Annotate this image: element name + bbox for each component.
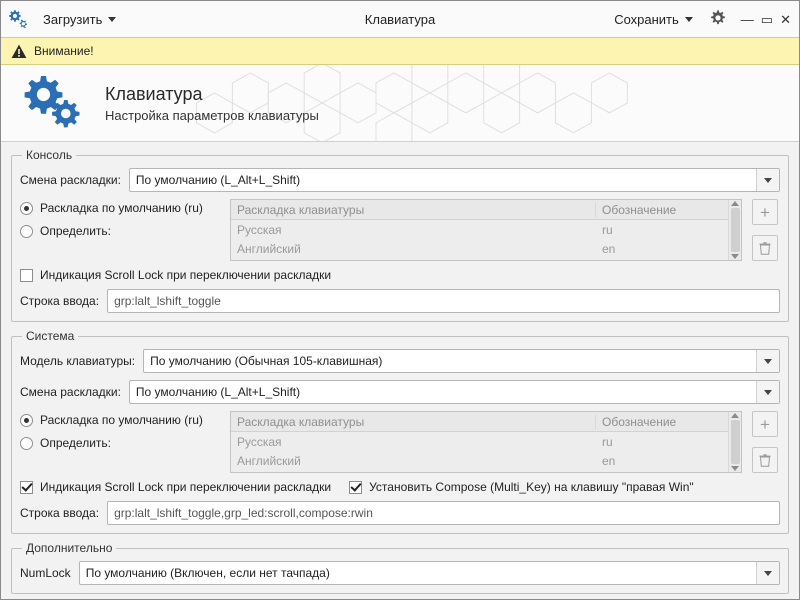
- console-switch-label: Смена раскладки:: [20, 173, 121, 187]
- table-row[interactable]: [231, 451, 728, 470]
- console-radio-custom[interactable]: [20, 224, 220, 238]
- checkbox-icon[interactable]: [20, 481, 33, 494]
- console-radio-default-label: Раскладка по умолчанию (ru): [40, 201, 203, 215]
- plus-icon: +: [760, 414, 770, 434]
- console-group-legend: Консоль: [26, 148, 73, 162]
- load-menu-label: Загрузить: [43, 11, 103, 27]
- minimize-button[interactable]: —: [740, 11, 754, 27]
- console-switch-value: По умолчанию (L_Alt+L_Shift): [135, 173, 301, 187]
- numlock-row: [20, 561, 780, 585]
- chevron-down-icon[interactable]: [756, 350, 779, 372]
- system-group-legend: Система: [26, 329, 75, 343]
- system-input-field[interactable]: grp:lalt_lshift_toggle,grp_led:scroll,compose:rwin: [107, 501, 780, 525]
- system-layout-table: [230, 411, 742, 473]
- radio-icon[interactable]: [20, 202, 33, 215]
- trash-icon: [759, 242, 771, 255]
- console-row0-layout: Русская: [237, 222, 282, 237]
- console-scroll-lock-label: Индикация Scroll Lock при переключении раскладки: [40, 268, 332, 282]
- console-row0-code: ru: [602, 222, 613, 237]
- title-bar: [1, 1, 799, 38]
- title-bar-right: [606, 8, 793, 30]
- maximize-button[interactable]: ▭: [760, 11, 774, 27]
- console-layout-table-main: [231, 200, 728, 260]
- system-group: [11, 329, 789, 534]
- plus-icon: +: [760, 202, 770, 222]
- checkbox-icon[interactable]: [349, 481, 362, 494]
- scrollbar-thumb[interactable]: [731, 420, 740, 464]
- numlock-value: По умолчанию (Включен, если нет тачпада): [85, 566, 330, 580]
- system-switch-combobox[interactable]: [129, 380, 780, 404]
- console-switch-row: [20, 168, 780, 192]
- settings-gear-icon[interactable]: [707, 8, 729, 30]
- save-menu-label: Сохранить: [614, 11, 679, 27]
- numlock-label: NumLock: [20, 566, 71, 580]
- table-row[interactable]: [231, 432, 728, 451]
- scroll-up-icon[interactable]: [731, 413, 739, 418]
- console-input-field[interactable]: grp:lalt_lshift_toggle: [107, 289, 780, 313]
- console-radio-group: [20, 199, 220, 247]
- numlock-combobox[interactable]: [79, 561, 780, 585]
- system-row1-code: en: [602, 453, 616, 468]
- checkbox-icon[interactable]: [20, 269, 33, 282]
- warning-bar: [1, 38, 799, 65]
- scroll-down-icon[interactable]: [731, 254, 739, 259]
- system-checkbox-row: [20, 480, 780, 494]
- console-radio-default[interactable]: [20, 201, 220, 215]
- system-model-value: По умолчанию (Обычная 105-клавишная): [150, 354, 383, 368]
- banner-subtitle: Настройка параметров клавиатуры: [105, 107, 319, 123]
- system-scroll-lock-label: Индикация Scroll Lock при переключении раскладки: [40, 480, 332, 494]
- save-menu-button[interactable]: [606, 9, 701, 30]
- console-add-layout-button[interactable]: [752, 199, 778, 225]
- system-table-header: [231, 412, 728, 432]
- page-banner: [1, 65, 799, 142]
- trash-icon: [759, 454, 771, 467]
- system-delete-layout-button[interactable]: [752, 447, 778, 473]
- system-switch-value: По умолчанию (L_Alt+L_Shift): [135, 385, 301, 399]
- system-radio-custom[interactable]: [20, 436, 220, 450]
- chevron-down-icon[interactable]: [756, 169, 779, 191]
- keyboard-gears-logo: [23, 74, 85, 132]
- system-compose-label: Установить Compose (Multi_Key) на клавишу "правая Win": [369, 480, 694, 494]
- window-controls: [741, 13, 791, 26]
- radio-icon[interactable]: [20, 225, 33, 238]
- close-button[interactable]: ✕: [780, 11, 791, 27]
- system-layout-block: [20, 411, 780, 473]
- console-radio-custom-label: Определить:: [40, 224, 111, 238]
- console-input-label: Строка ввода:: [20, 294, 100, 308]
- console-scroll-lock-row: [20, 268, 780, 282]
- table-row[interactable]: [231, 239, 728, 258]
- banner-text: [105, 84, 319, 123]
- console-table-scrollbar[interactable]: [728, 200, 741, 260]
- chevron-down-icon[interactable]: [756, 381, 779, 403]
- console-input-row: [20, 289, 780, 313]
- warning-text: Внимание!: [34, 44, 94, 58]
- system-table-scrollbar[interactable]: [728, 412, 741, 472]
- system-table-buttons: [752, 411, 780, 473]
- chevron-down-icon: [685, 17, 693, 22]
- system-compose-checkbox[interactable]: [349, 480, 694, 494]
- warning-triangle-icon: [11, 44, 27, 59]
- system-row0-code: ru: [602, 434, 613, 449]
- extra-group: [11, 541, 789, 594]
- console-layout-block: [20, 199, 780, 261]
- window-title: Клавиатура: [364, 11, 436, 27]
- console-table-buttons: [752, 199, 780, 261]
- system-table-header-code: Обозначение: [595, 415, 728, 429]
- radio-icon[interactable]: [20, 414, 33, 427]
- system-switch-row: [20, 380, 780, 404]
- system-row1-layout: Английский: [237, 453, 301, 468]
- console-layout-table: [230, 199, 742, 261]
- system-scroll-lock-checkbox[interactable]: [20, 480, 331, 494]
- app-gears-icon: [7, 8, 29, 30]
- system-table-header-layout: Раскладка клавиатуры: [237, 414, 365, 429]
- console-table-header-layout: Раскладка клавиатуры: [237, 202, 365, 217]
- system-switch-label: Смена раскладки:: [20, 385, 121, 399]
- banner-title: Клавиатура: [105, 83, 203, 104]
- chevron-down-icon[interactable]: [756, 562, 779, 584]
- system-radio-default[interactable]: [20, 413, 220, 427]
- chevron-down-icon: [108, 17, 116, 22]
- title-bar-left: [7, 8, 124, 30]
- console-row1-layout: Английский: [237, 241, 301, 256]
- system-radio-custom-label: Определить:: [40, 436, 111, 450]
- console-group: [11, 148, 789, 322]
- scrollbar-thumb[interactable]: [731, 208, 740, 252]
- system-model-row: [20, 349, 780, 373]
- extra-group-legend: Дополнительно: [26, 541, 113, 555]
- console-delete-layout-button[interactable]: [752, 235, 778, 261]
- console-row1-code: en: [602, 241, 616, 256]
- table-row[interactable]: [231, 220, 728, 239]
- system-input-label: Строка ввода:: [20, 506, 100, 520]
- system-model-label: Модель клавиатуры:: [20, 354, 136, 368]
- radio-icon[interactable]: [20, 437, 33, 450]
- console-switch-combobox[interactable]: [129, 168, 780, 192]
- scroll-up-icon[interactable]: [731, 201, 739, 206]
- system-add-layout-button[interactable]: [752, 411, 778, 437]
- system-row0-layout: Русская: [237, 434, 282, 449]
- system-layout-table-main: [231, 412, 728, 472]
- console-table-header: [231, 200, 728, 220]
- system-radio-default-label: Раскладка по умолчанию (ru): [40, 413, 203, 427]
- scroll-down-icon[interactable]: [731, 466, 739, 471]
- system-radio-group: [20, 411, 220, 459]
- console-table-header-code: Обозначение: [595, 203, 728, 217]
- system-model-combobox[interactable]: [143, 349, 780, 373]
- system-input-row: [20, 501, 780, 525]
- load-menu-button[interactable]: [35, 9, 124, 30]
- settings-content: [1, 142, 799, 599]
- console-scroll-lock-checkbox[interactable]: [20, 268, 331, 282]
